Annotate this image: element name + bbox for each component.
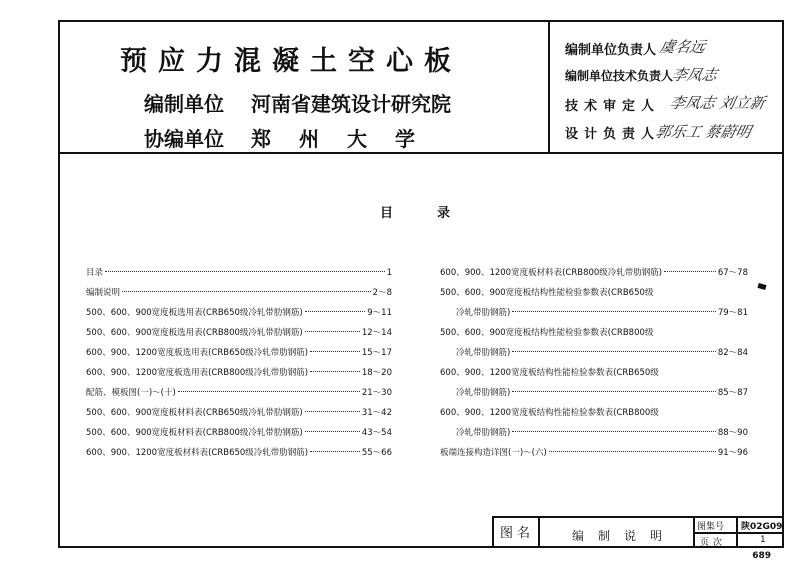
- unit-manager-row: [565, 39, 661, 58]
- compiling-unit-value: 河南省建筑设计研究院: [250, 92, 451, 116]
- technical-manager-signature: 李凤志: [669, 66, 719, 84]
- title-block-top-rule: [492, 516, 782, 518]
- technical-manager-row: [565, 67, 674, 84]
- reviewer-signature: 李凤志 刘立新: [667, 94, 767, 112]
- toc-entry[interactable]: 600、900、1200宽度板材料表(CRB800级冷轧带肋钢筋) 67～78: [440, 268, 748, 278]
- title-block-left-rule: [492, 516, 494, 548]
- toc-entry[interactable]: 600、900、1200宽度板结构性能检验参数表(CRB650级: [440, 368, 659, 378]
- page-label: 页次: [700, 538, 727, 548]
- toc-entry[interactable]: 500、600、900宽度板选用表(CRB650级冷轧带肋钢筋) 9～11: [86, 308, 392, 318]
- toc-entry[interactable]: 500、600、900宽度板材料表(CRB800级冷轧带肋钢筋) 43～54: [86, 428, 392, 438]
- toc-entry[interactable]: 目录 1: [86, 268, 392, 278]
- toc-entry[interactable]: 500、600、900宽度板选用表(CRB800级冷轧带肋钢筋) 12～14: [86, 328, 392, 338]
- toc-entry[interactable]: 600、900、1200宽度板选用表(CRB800级冷轧带肋钢筋) 18～20: [86, 368, 392, 378]
- toc-heading: 目录: [380, 206, 495, 221]
- toc-entry[interactable]: 500、600、900宽度板材料表(CRB650级冷轧带肋钢筋) 31～42: [86, 408, 392, 418]
- toc-entry-continuation[interactable]: 冷轧带肋钢筋) 85～87: [456, 388, 748, 398]
- header-bottom-rule: [60, 152, 782, 154]
- toc-right-column: [440, 263, 748, 463]
- drawing-name-label: 图名: [500, 526, 535, 541]
- designer-signature: 郭乐工 蔡蔚明: [653, 123, 753, 141]
- toc-entry[interactable]: 600、900、1200宽度板选用表(CRB650级冷轧带肋钢筋) 15～17: [86, 348, 392, 358]
- toc-entry[interactable]: 配筋、模板图(一)～(十) 21～30: [86, 388, 392, 398]
- co-compiling-unit-label: 协编单位: [144, 127, 224, 151]
- atlas-no-label: 图集号: [697, 522, 725, 532]
- document-title: 预应力混凝土空心板: [120, 46, 462, 77]
- page-value: 1: [760, 535, 766, 545]
- book-page-number: 689: [752, 551, 771, 561]
- header-divider: [548, 22, 550, 152]
- toc-entry[interactable]: 500、600、900宽度板结构性能检验参数表(CRB650级: [440, 288, 654, 298]
- technical-manager-label: 编制单位技术负责人: [565, 69, 674, 83]
- compiling-unit-label: 编制单位: [144, 92, 224, 116]
- designer-row: [565, 123, 661, 142]
- toc-entry[interactable]: 板端连接构造详图(一)～(六) 91～96: [440, 448, 748, 458]
- designer-label: 设计负责人: [565, 127, 661, 142]
- toc-entry-continuation[interactable]: 冷轧带肋钢筋) 82～84: [456, 348, 748, 358]
- toc-entry[interactable]: 600、900、1200宽度板结构性能检验参数表(CRB800级: [440, 408, 659, 418]
- drawing-frame: [58, 20, 784, 548]
- compiling-unit-row: [144, 88, 451, 117]
- toc-left-column: [86, 263, 392, 463]
- toc-entry-continuation[interactable]: 冷轧带肋钢筋) 88～90: [456, 428, 748, 438]
- title-block-divider: [538, 516, 540, 548]
- title-block-mid-rule: [693, 532, 782, 534]
- unit-manager-signature: 虞名远: [657, 38, 707, 56]
- toc-entry[interactable]: 500、600、900宽度板结构性能检验参数表(CRB800级: [440, 328, 654, 338]
- co-compiling-unit-row: [144, 123, 443, 152]
- toc-entry-continuation[interactable]: 冷轧带肋钢筋) 79～81: [456, 308, 748, 318]
- drawing-name: 编制说明: [572, 529, 677, 543]
- reviewer-row: [565, 95, 661, 114]
- unit-manager-label: 编制单位负责人: [565, 43, 657, 58]
- toc-entry[interactable]: 600、900、1200宽度板材料表(CRB650级冷轧带肋钢筋) 55～66: [86, 448, 392, 458]
- atlas-no: 陕02G09: [741, 522, 783, 532]
- toc-entry[interactable]: 编制说明 2～8: [86, 288, 392, 298]
- reviewer-label: 技术审定人: [565, 99, 661, 114]
- co-compiling-unit-value: 郑州大学: [250, 127, 443, 151]
